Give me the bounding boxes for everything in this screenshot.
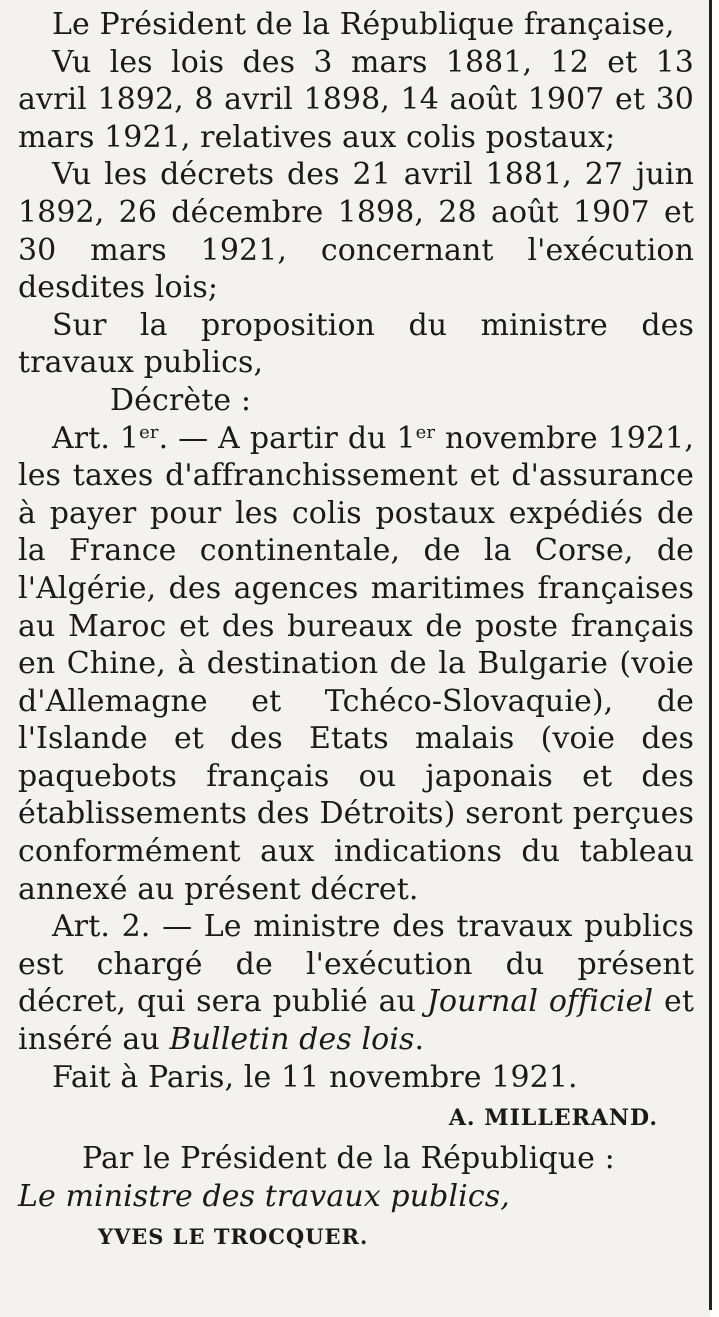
journal-officiel: Journal officiel [426,984,654,1020]
vu-decrets-paragraph: Vu les décrets des 21 avril 1881, 27 juin 1892, 26 décembre 1898, 28 août 1907 et 30 mars 1921, concernant l'exécution desdites lois; [18,157,694,306]
bulletin-des-lois: Bulletin des lois [169,1022,415,1058]
article-1-label: Art. 1 [52,420,140,456]
article-1-text-start: . — A partir du 1 [158,420,416,456]
article-2-text-start: Art. 2. — Le ministre des travaux publics est chargé de l'exécution du présent décret, qui sera publié au [18,909,694,1020]
article-2-text-end: . [414,1022,425,1058]
article-1-text-rest: novembre 1921, les taxes d'affranchissement et d'assurance à payer pour les colis postaux expédiés de la France continentale, de la Corse, de l'Algérie, des agences maritimes françaises au Maroc et des bureaux de poste français en Chine, à destination de la Bulgarie (voie d'Allemagne et Tchéco-Slovaquie), de l'Islande et des Etats malais (voie des paquebots français ou japonais et des établissements des Détroits) seront perçues conformément aux indications du tableau annexé au présent décret. [18,420,694,907]
article-2-text-mid: et inséré au [18,984,695,1058]
column-rule [709,0,712,1310]
vu-lois-paragraph: Vu les lois des 3 mars 1881, 12 et 13 avril 1892, 8 avril 1898, 14 août 1907 et 30 mars 1921, relatives aux colis postaux; [18,44,694,155]
article-1-text-sup: er [415,421,436,443]
signature-minister: YVES LE TROCQUER. [98,1224,369,1250]
article-2 [18,908,694,1058]
signature-president: A. MILLERAND. [448,1105,658,1132]
intro-line: Le Président de la République française, [52,7,675,42]
article-1 [18,420,694,909]
proposition-paragraph: Sur la proposition du ministre des travaux publics, [18,307,694,381]
par-le-president: Par le Président de la République : [82,1141,615,1177]
fait-a-paris: Fait à Paris, le 11 novembre 1921. [52,1059,578,1095]
decree-text [18,6,694,1259]
article-1-label-sup: er [139,421,159,443]
minister-title: Le ministre des travaux publics, [18,1178,510,1214]
decrete-heading: Décrète : [110,382,252,418]
